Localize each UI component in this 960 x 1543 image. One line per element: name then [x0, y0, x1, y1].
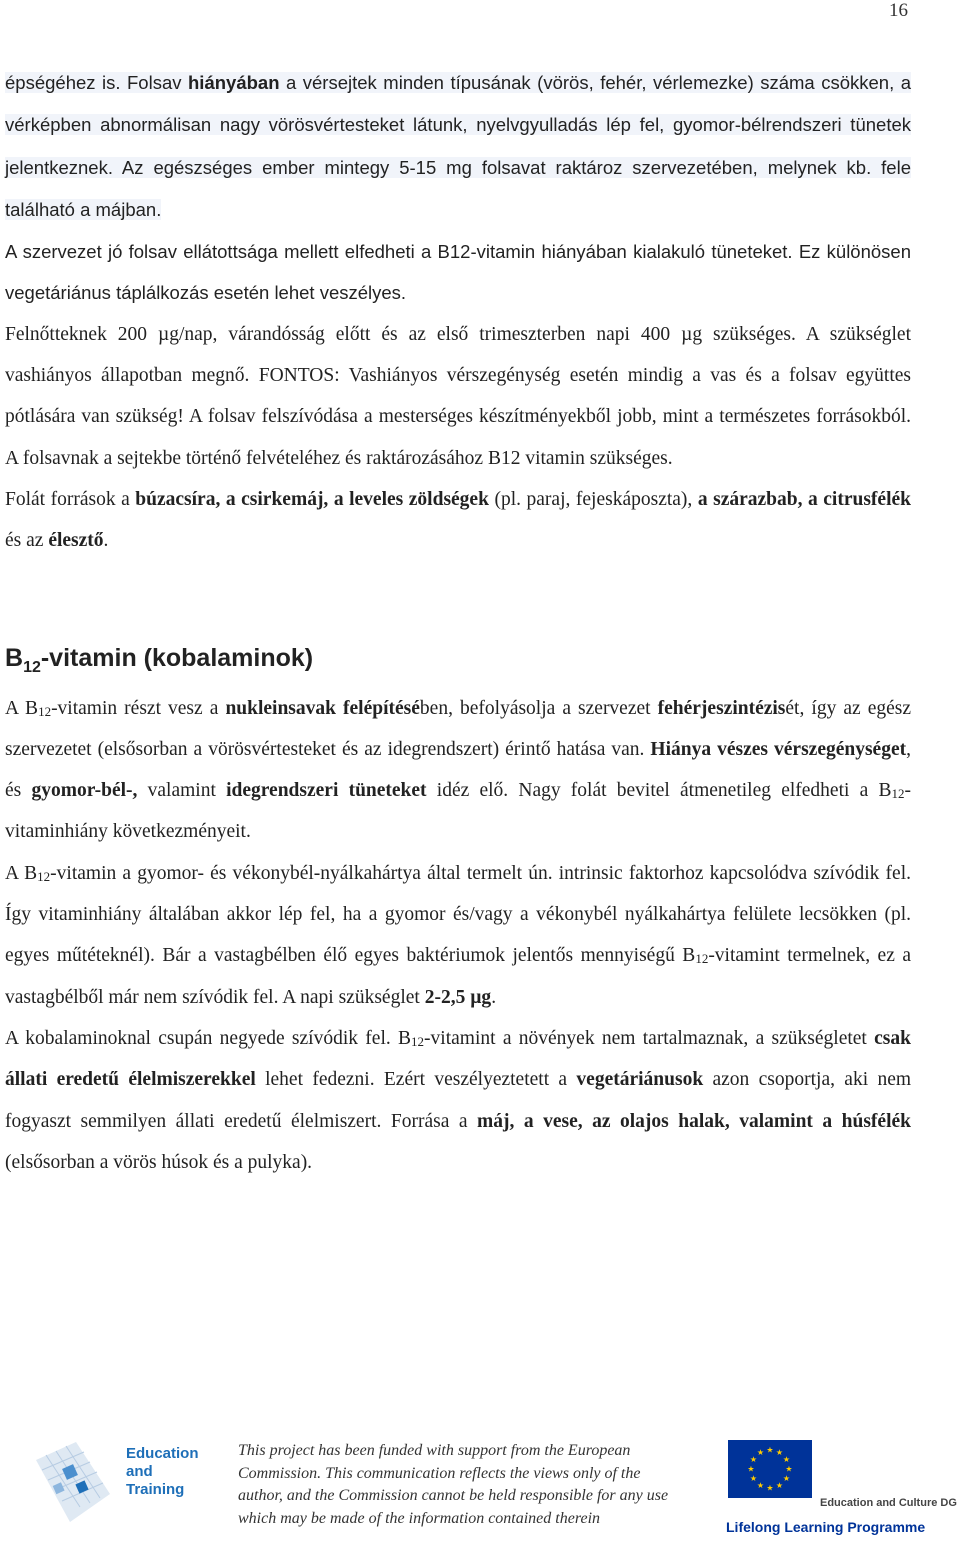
text-run: ben, befolyásolja a szervezet [419, 697, 658, 719]
eu-star-icon: ★ [749, 1455, 758, 1464]
eu-star-icon: ★ [782, 1474, 791, 1483]
bold-term: máj, a vese, az olajos halak, valamint a húsfélék [477, 1110, 911, 1132]
text-run: . [491, 986, 497, 1008]
bold-term: 2-2,5 µg [424, 986, 492, 1008]
text-run: azon csoportja, aki nem fogyaszt semmilyen állati eredetű élelmiszert. Forrása a [5, 1069, 912, 1132]
text-run: -vitamint a növények nem tartalmaznak, a szükségletet [424, 1027, 875, 1049]
text-run: A szervezet jó folsav ellátottsága mellett elfedheti a B12-vitamin hiányában kialakuló tüneteket. Ez különösen vegetáriánus táplálkozás esetén lehet veszélyes. [5, 241, 911, 304]
subscript: 12 [891, 786, 905, 802]
bold-term: nukleinsavak felépítésé [225, 697, 420, 719]
text-run: (elsősorban a vörös húsok és a pulyka). [5, 1151, 313, 1173]
education-and-training-logo [28, 1432, 218, 1532]
eu-star-icon: ★ [782, 1455, 791, 1464]
paragraph-folsav-requirement [5, 314, 911, 479]
logo-grid-icon [36, 1442, 110, 1522]
bold-term: vegetáriánusok [576, 1069, 704, 1091]
logo-text-line3: Training [126, 1481, 185, 1498]
eu-label-llp: Lifelong Learning Programme [726, 1519, 926, 1535]
eu-star-icon: ★ [775, 1448, 784, 1457]
heading-text: B [5, 643, 24, 672]
bold-term: a szárazbab, a citrusfélék [697, 488, 911, 510]
text-run: , és [5, 738, 911, 802]
eu-label-dg: Education and Culture DG [820, 1497, 957, 1509]
eu-star-icon: ★ [775, 1481, 784, 1490]
text-run: -vitamin részt vesz a [51, 697, 226, 719]
subscript: 12 [38, 703, 52, 719]
page-number: 16 [889, 0, 908, 21]
document-body [5, 62, 911, 1183]
funding-disclaimer: This project has been funded with support from the European Commission. This communication reflects the views only of the author, and the Commission cannot be held responsible for any use which may be made of the information contained therein [238, 1442, 669, 1527]
page-footer [0, 1430, 960, 1543]
text-run: A B [5, 862, 38, 884]
text-run: a vérsejtek minden típusának (vörös, fehér, vérlemezke) száma csökken, a vérképben abnormálisan nagy vörösvértesteket látunk, nyelvgyulladás lép fel, gyomor-bélrendszeri tünetek jelentkeznek. Az egészséges ember mintegy 5-15 mg folsavat raktároz szervezetében, melynek kb. fele található a májban. [5, 72, 911, 220]
eu-star-icon: ★ [766, 1483, 774, 1493]
text-run: (pl. paraj, fejeskáposzta), [488, 488, 698, 510]
text-run: ét, így az egész szervezetet (elsősorban a vörösvértesteket és az idegrendszert) érintő hatása van. [5, 697, 912, 760]
text-run: és az [5, 530, 49, 552]
eu-star-icon: ★ [766, 1445, 774, 1455]
text-run: -vitaminhiány következményeit. [5, 780, 911, 843]
subscript: 12 [411, 1033, 425, 1049]
paragraph-b12-role [5, 688, 911, 853]
paragraph-folsav-masking [5, 231, 911, 314]
text-run: épségéhez is. Folsav [5, 72, 188, 93]
subscript: 12 [37, 868, 51, 884]
eu-star-icon: ★ [785, 1464, 793, 1474]
highlighted-passage [5, 72, 911, 220]
paragraph-b12-sources [5, 1018, 911, 1183]
logo-text-line2: and [126, 1463, 153, 1480]
text-run: lehet fedezni. Ezért veszélyeztetett a [255, 1069, 577, 1091]
text-run: Folát források a [5, 488, 136, 510]
text-run: Felnőtteknek 200 µg/nap, várandósság előtt és az első trimeszterben napi 400 µg szükséges. A szükséglet vashiányos állapotban megnő. FONTOS: Vashiányos vérszegénység esetén mindig a vas és a folsav együttes pótlására van szükség! A folsav felszívódása a mesterséges készítményekből jobb, mint a természetes forrásokból. A folsavnak a sejtekbe történő felvételéhez és raktározásához B12 vitamin szükséges. [5, 323, 911, 469]
text-run: idéz elő. Nagy folát bevitel átmenetileg elfedheti a B [426, 780, 892, 802]
heading-subscript: 12 [23, 658, 41, 676]
eu-star-icon: ★ [749, 1474, 758, 1483]
bold-term: gyomor-bél-, [31, 780, 138, 802]
eu-lifelong-learning-logo [724, 1432, 960, 1542]
eu-star-icon: ★ [747, 1464, 755, 1474]
text-run: -vitamin a gyomor- és vékonybél-nyálkahártya által termelt ún. intrinsic faktorhoz kapcsolódva szívódik fel. Így vitaminhiány általában akkor lép fel, ha a gyomor és/vagy a vékonybél nyálkahártya felülete lecsökken (pl. egyes műtéteknél). Bár a vastagbélben élő egyes baktériumok jelentős mennyiségű B [5, 862, 911, 967]
logo-text-line1: Education [126, 1445, 199, 1462]
bold-term: fehérjeszintézis [657, 697, 786, 719]
text-run: -vitamint termelnek, ez a vastagbélből már nem szívódik fel. A napi szükséglet [5, 945, 911, 1008]
heading-text: -vitamin (kobalaminok) [40, 643, 314, 672]
subscript: 12 [695, 951, 709, 967]
bold-term: élesztő [48, 530, 104, 552]
section-heading-b12 [5, 638, 911, 688]
bold-term: Hiánya vészes vérszegénységet [650, 738, 907, 760]
bold-term: búzacsíra, a csirkemáj, a leveles zöldségek [135, 488, 489, 510]
bold-term: hiányában [188, 72, 280, 93]
text-run: valamint [137, 780, 227, 802]
paragraph-folat-sources [5, 479, 911, 562]
bold-term: idegrendszeri tüneteket [226, 780, 427, 802]
text-run: A kobalaminoknal csupán negyede szívódik fel. B [5, 1027, 412, 1049]
text-run: A B [5, 697, 39, 719]
bold-term: csak állati eredetű élelmiszerekkel [5, 1027, 911, 1091]
eu-star-icon: ★ [756, 1448, 765, 1457]
text-run: . [103, 530, 109, 552]
eu-star-icon: ★ [756, 1481, 765, 1490]
paragraph-folsav-deficiency [5, 62, 911, 231]
paragraph-b12-absorption [5, 853, 911, 1018]
